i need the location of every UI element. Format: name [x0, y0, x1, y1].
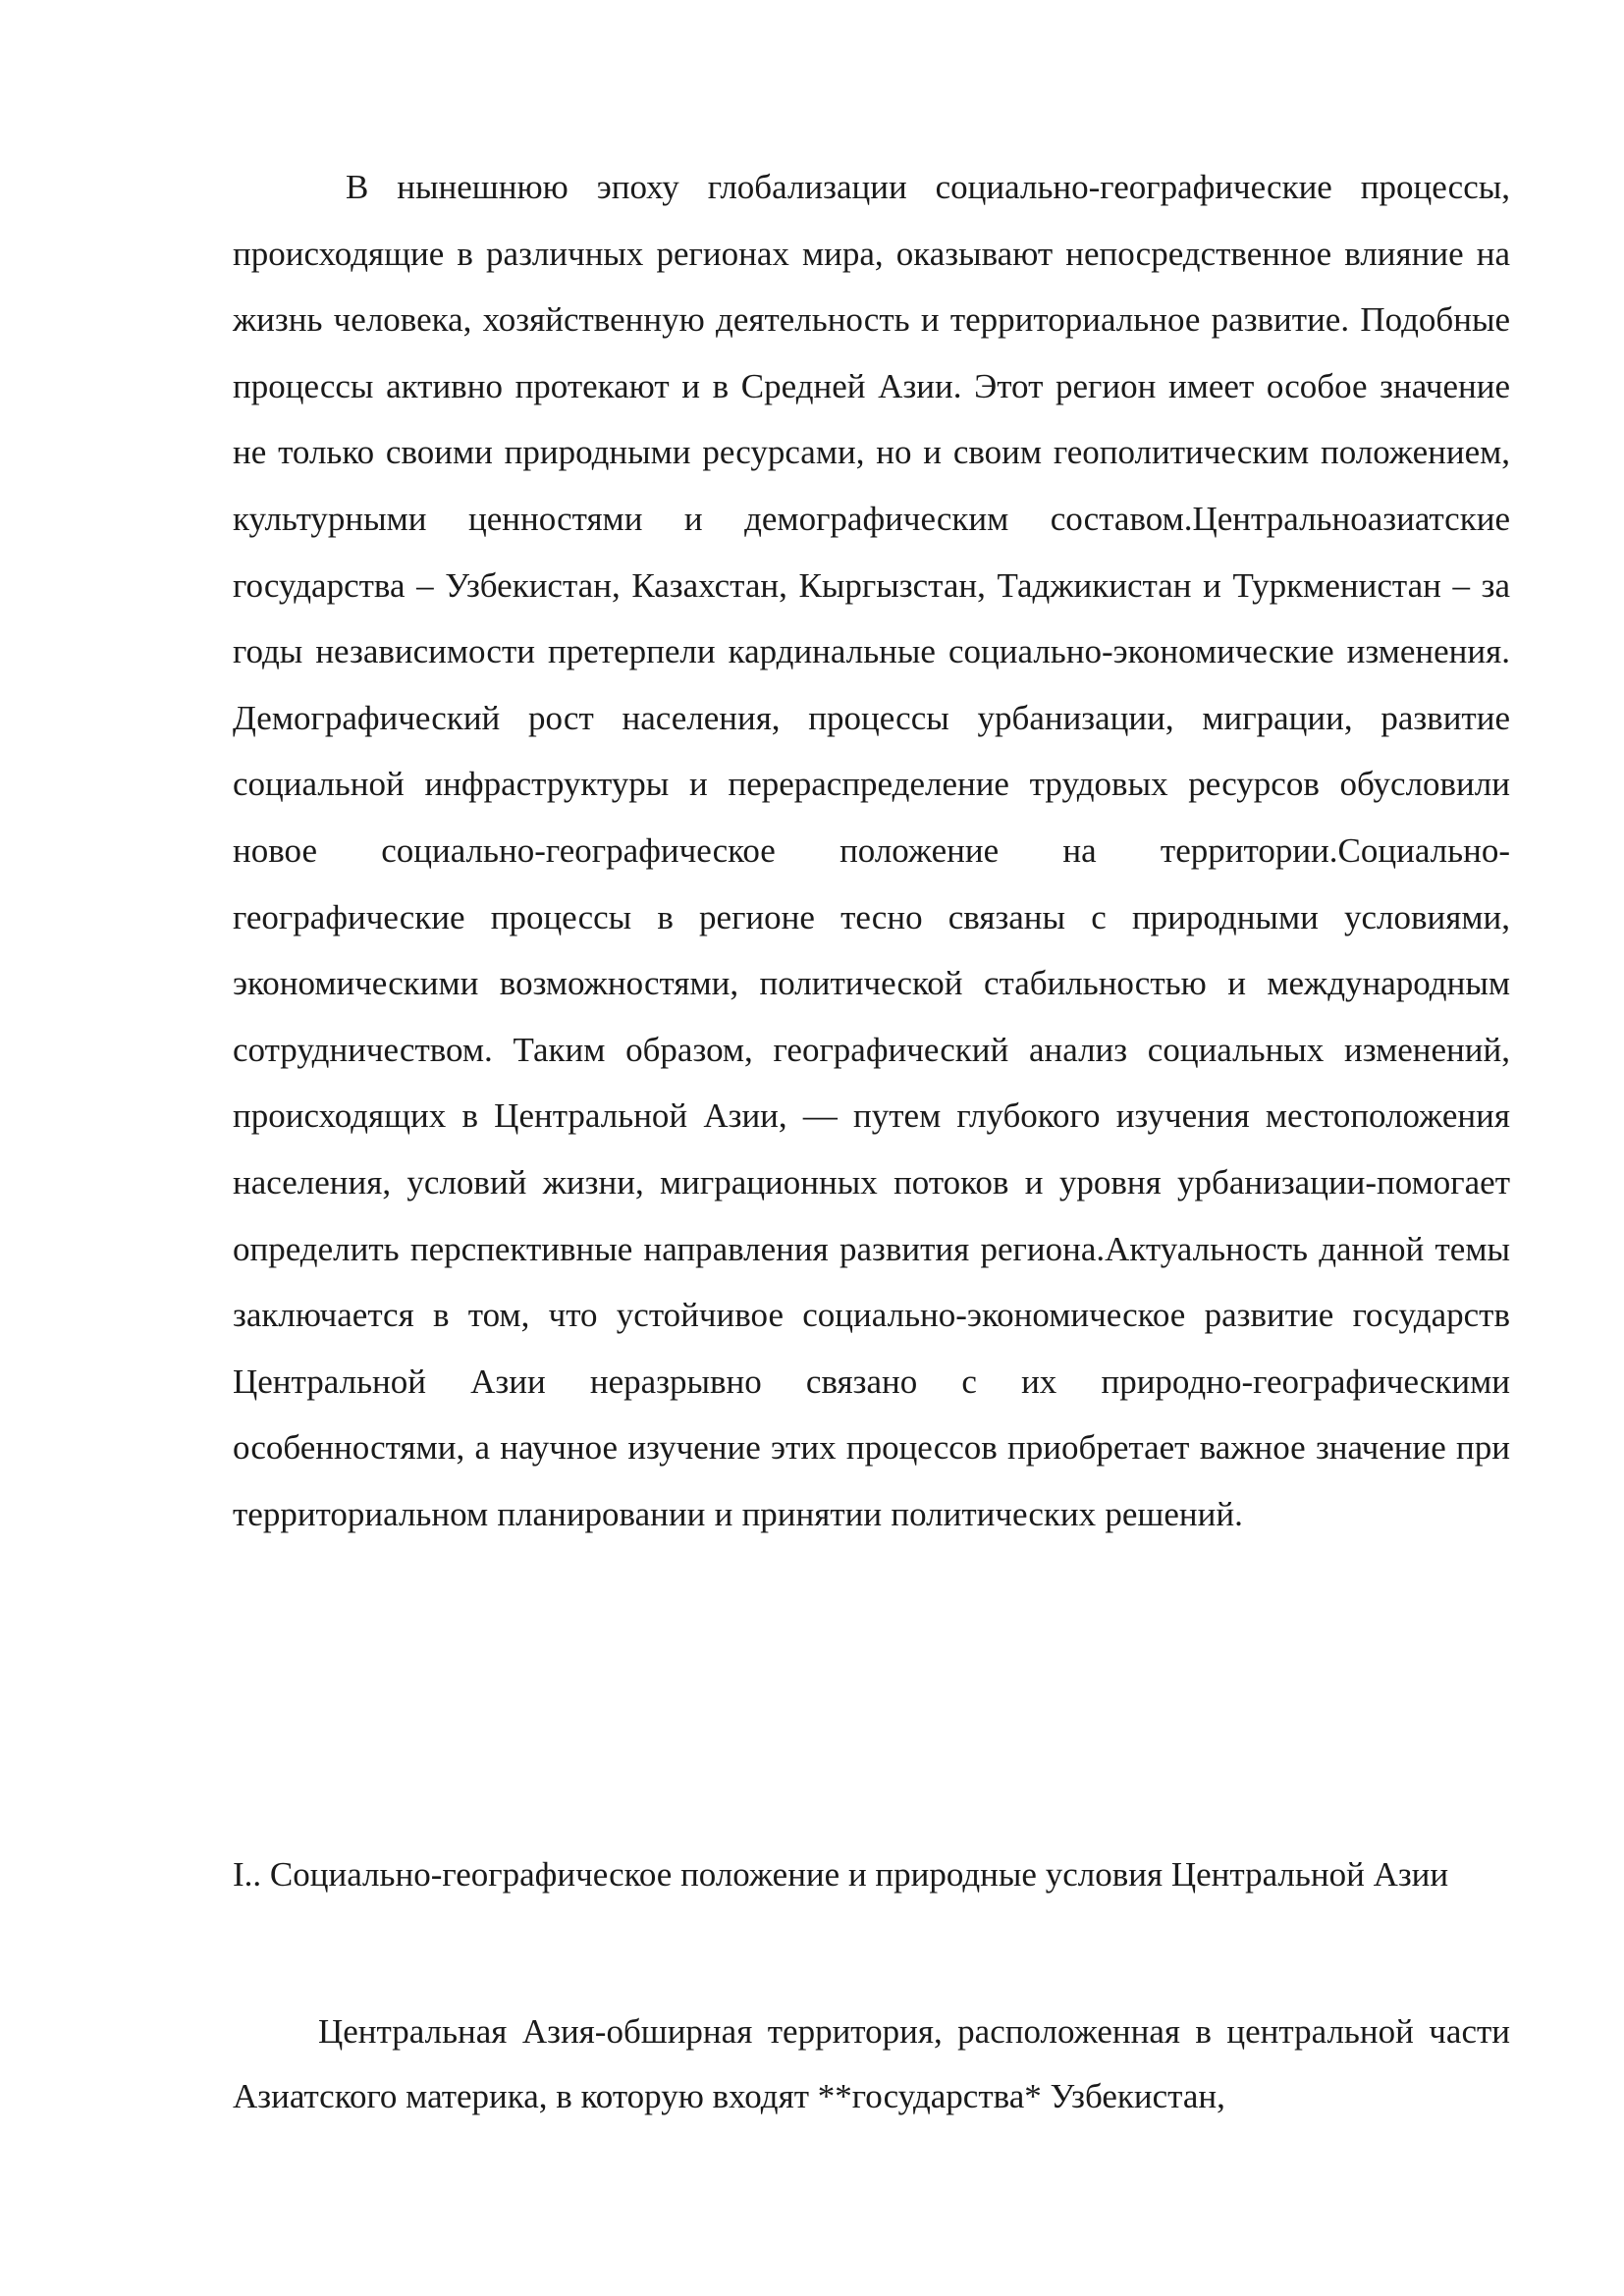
section-paragraph: Центральная Азия-обширная территория, расположенная в центральной части Азиатского материка, в которую входят **государства* Узбекистан, [233, 2012, 1510, 2115]
section-heading: I.. Социально-географическое положение и природные условия Центральной Азии [233, 1855, 1449, 1894]
intro-paragraph: В нынешнюю эпоху глобализации социально-географические процессы, происходящие в различных регионах мира, оказывают непосредственное влияние на жизнь человека, хозяйственную деятельность и территориальное развитие. Подобные процессы активно протекают и в Средней Азии. Этот регион имеет особое значение не только своими природными ресурсами, но и своим геополитическим положением, культурными ценностями и демографическим составом.Центральноазиатские государства – Узбекистан, Казахстан, Кыргызстан, Таджикистан и Туркменистан – за годы независимости претерпели кардинальные социально-экономические изменения. Демографический рост населения, процессы урбанизации, миграции, развитие социальной инфраструктуры и перераспределение трудовых ресурсов обусловили новое социально-географическое положение на территории.Социально-географические процессы в регионе тесно связаны с природными условиями, экономическими возможностями, политической стабильностью и международным сотрудничеством. Таким образом, географический анализ социальных изменений, происходящих в Центральной Азии, — путем глубокого изучения местоположения населения, условий жизни, миграционных потоков и уровня урбанизации-помогает определить перспективные направления развития региона.Актуальность данной темы заключается в том, что устойчивое социально-экономическое развитие государств Центральной Азии неразрывно связано с их природно-географическими особенностями, а научное изучение этих процессов приобретает важное значение при территориальном планировании и принятии политических решений. [233, 168, 1510, 1533]
